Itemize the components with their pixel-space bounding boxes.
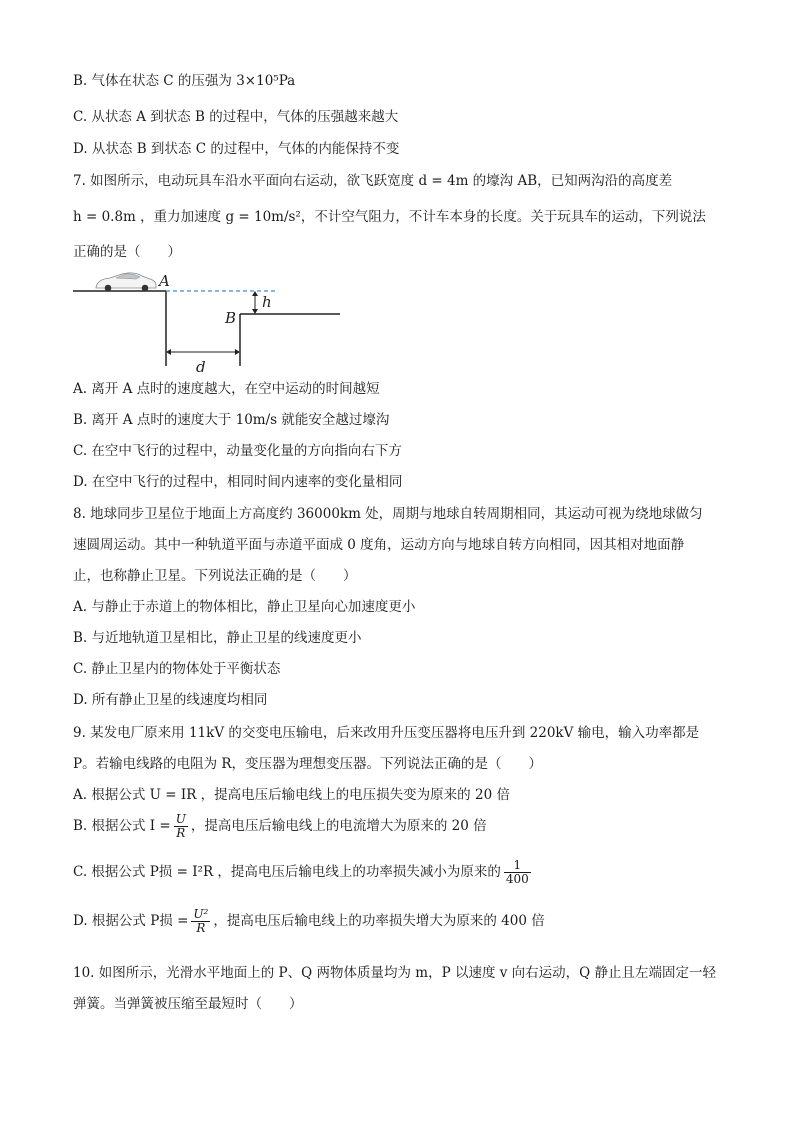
q8-option-a: A. 与静止于赤道上的物体相比，静止卫星向心加速度更小 bbox=[73, 599, 416, 615]
q7-stem-line2: h = 0.8m ，重力加速度 g = 10m/s²，不计空气阻力，不计车本身的长度。关于玩具车的运动，下列说法 bbox=[73, 209, 706, 225]
q7-option-b: B. 离开 A 点时的速度大于 10m/s 就能安全越过壕沟 bbox=[73, 412, 390, 428]
q7-stem-line3: 正确的是（ ） bbox=[73, 244, 181, 260]
q9-option-c-prefix: C. 根据公式 P损 = I²R ，提高电压后输电线上的功率损失减小为原来的 bbox=[73, 864, 501, 880]
toy-car-icon bbox=[96, 273, 156, 291]
fraction-numerator: U bbox=[175, 812, 186, 826]
q8-option-d: D. 所有静止卫星的线速度均相同 bbox=[73, 692, 268, 708]
point-a-label: A bbox=[159, 272, 170, 290]
q9-stem-line1: 9. 某发电厂原来用 11kV 的交变电压输电，后来改用升压变压器将电压升到 220kV 输电，输入功率都是 bbox=[73, 725, 700, 741]
q9-option-a: A. 根据公式 U = IR ，提高电压后输电线上的电压损失变为原来的 20 倍 bbox=[73, 787, 510, 803]
q9-option-b-prefix: B. 根据公式 I = bbox=[73, 818, 171, 834]
fraction-denominator: 400 bbox=[505, 872, 529, 886]
trench-figure bbox=[70, 268, 360, 378]
q6-option-b: B. 气体在状态 C 的压强为 3×10⁵Pa bbox=[73, 73, 296, 89]
q6-option-c: C. 从状态 A 到状态 B 的过程中，气体的压强越来越大 bbox=[73, 109, 399, 125]
q10-stem-line2: 弹簧。当弹簧被压缩至最短时（ ） bbox=[73, 996, 303, 1012]
q8-option-c: C. 静止卫星内的物体处于平衡状态 bbox=[73, 661, 281, 677]
point-b-label: B bbox=[225, 309, 237, 327]
q9-option-b-suffix: ，提高电压后输电线上的电流增大为原来的 20 倍 bbox=[190, 818, 487, 834]
q10-stem-line1: 10. 如图所示，光滑水平地面上的 P、Q 两物体质量均为 m，P 以速度 v 向右运动，Q 静止且左端固定一轻 bbox=[73, 965, 717, 981]
fraction-u-over-r bbox=[174, 813, 188, 840]
q8-stem-line1: 8. 地球同步卫星位于地面上方高度约 36000km 处，周期与地球自转周期相同，其运动可视为绕地球做匀 bbox=[73, 506, 703, 522]
q9-stem-line2: P。若输电线路的电阻为 R，变压器为理想变压器。下列说法正确的是（ ） bbox=[73, 756, 543, 772]
q7-option-d: D. 在空中飞行的过程中，相同时间内速率的变化量相同 bbox=[73, 474, 403, 490]
fraction-u2-over-r bbox=[191, 908, 210, 935]
width-label: d bbox=[196, 358, 206, 376]
q6-option-d: D. 从状态 B 到状态 C 的过程中，气体的内能保持不变 bbox=[73, 141, 400, 157]
q8-stem-line3: 止，也称静止卫星。下列说法正确的是（ ） bbox=[73, 568, 357, 584]
q7-option-c: C. 在空中飞行的过程中，动量变化量的方向指向右下方 bbox=[73, 443, 402, 459]
q9-option-b bbox=[73, 812, 487, 840]
q8-option-b: B. 与近地轨道卫星相比，静止卫星的线速度更小 bbox=[73, 630, 362, 646]
q9-option-d bbox=[73, 907, 545, 935]
fraction-denominator: R bbox=[196, 921, 206, 935]
fraction-denominator: R bbox=[176, 826, 186, 840]
fraction-one-over-400 bbox=[504, 859, 531, 886]
q9-option-d-suffix: ，提高电压后输电线上的功率损失增大为原来的 400 倍 bbox=[213, 913, 545, 929]
fraction-numerator: 1 bbox=[504, 859, 531, 873]
q8-stem-line2: 速圆周运动。其中一种轨道平面与赤道平面成 0 度角，运动方向与地球自转方向相同，因其相对地面静 bbox=[73, 537, 685, 553]
fraction-numerator: U² bbox=[193, 907, 209, 921]
q7-option-a: A. 离开 A 点时的速度越大，在空中运动的时间越短 bbox=[73, 381, 380, 397]
q9-option-d-prefix: D. 根据公式 P损 = bbox=[73, 913, 189, 929]
q9-option-c bbox=[73, 858, 534, 886]
q7-stem-line1: 7. 如图所示，电动玩具车沿水平面向右运动，欲飞跃宽度 d = 4m 的壕沟 AB，已知两沟沿的高度差 bbox=[73, 173, 673, 189]
height-label: h bbox=[262, 293, 272, 311]
